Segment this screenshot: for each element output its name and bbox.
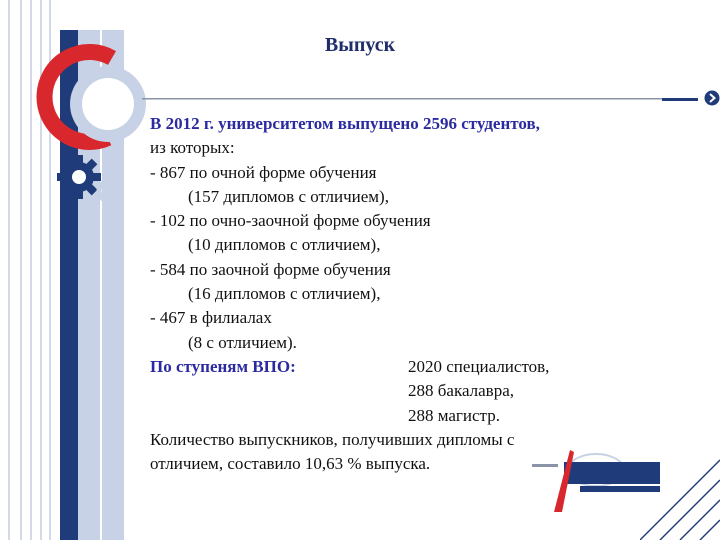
chevron-right-icon[interactable] [704,90,720,106]
levels-row-2 [150,379,690,403]
levels-label: По ступеням ВПО: [150,356,296,376]
item-branches-honors: (8 с отличием). [188,332,297,352]
levels-row-3 [150,404,690,428]
header-rule [0,92,720,112]
item-correspondence: - 584 по заочной форме обучения [150,259,391,279]
item-full-time-honors: (157 дипломов с отличием), [188,186,389,206]
level-specialists: 2020 специалистов, [408,356,550,376]
item-part-time-honors: (10 дипломов с отличием), [188,235,381,255]
item-branches: - 467 в филиалах [150,308,272,328]
summary-line-2: отличием, составило 10,63 % выпуска. [150,454,431,474]
level-bachelors: 288 бакалавра, [408,381,514,401]
item-full-time: - 867 по очной форме обучения [150,162,377,182]
slide-body [150,112,690,476]
levels-row-1 [150,355,690,379]
small-circle [94,176,124,206]
intro-line-2: из которых: [150,138,235,158]
intro-line-1: В 2012 г. университетом выпущено 2596 студентов, [150,114,540,133]
summary-line-1: Количество выпускников, получивших дипломы с [150,429,515,449]
item-part-time: - 102 по очно-заочной форме обучения [150,211,431,231]
level-masters: 288 магистр. [408,405,500,425]
slide-title: Выпуск [324,34,396,56]
item-correspondence-honors: (16 дипломов с отличием), [188,284,381,304]
